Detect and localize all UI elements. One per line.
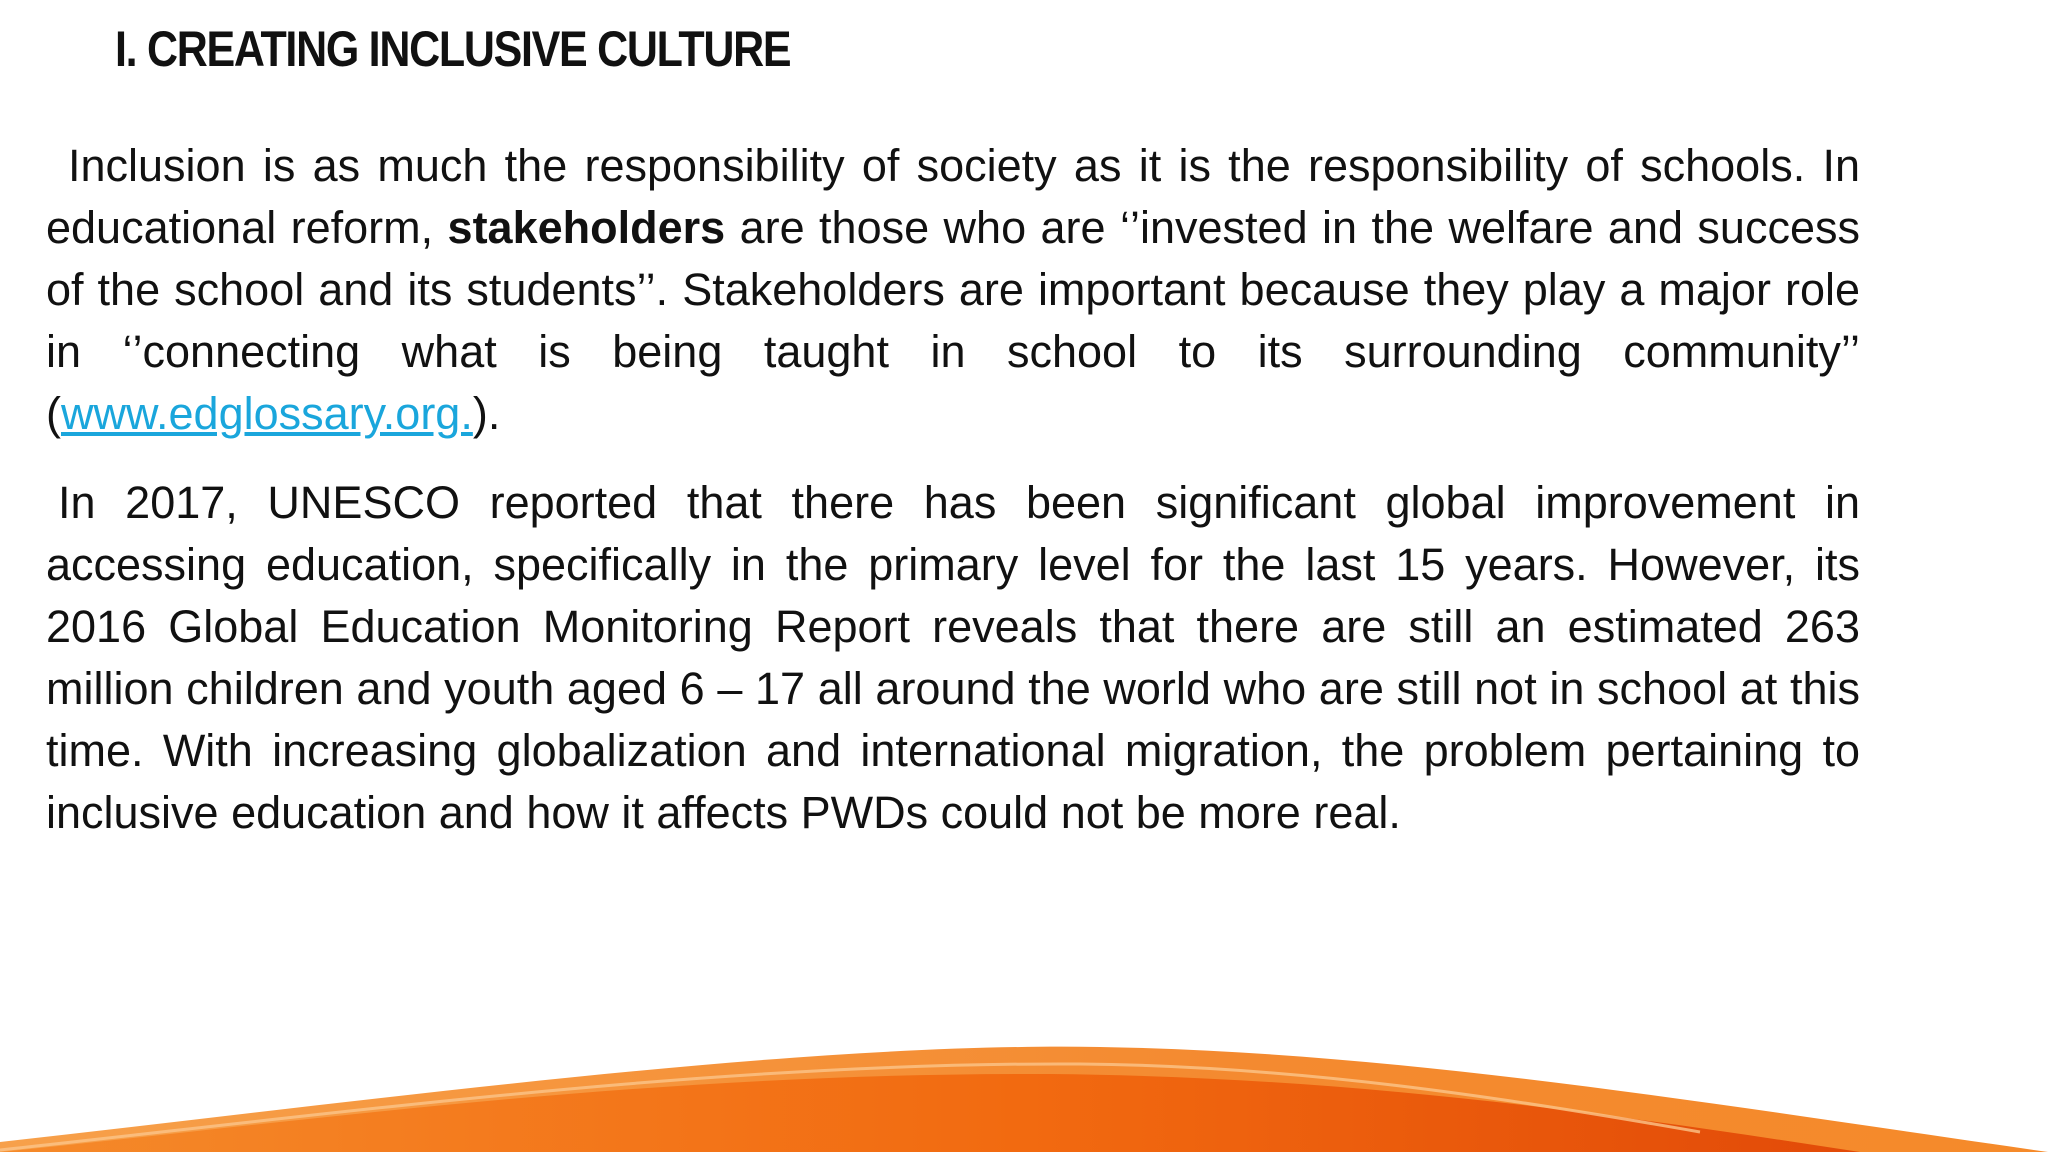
slide-title: I. CREATING INCLUSIVE CULTURE [115, 21, 791, 77]
paragraph-unesco [46, 472, 1860, 844]
paragraph-stakeholders [46, 135, 1860, 445]
stakeholders-term: stakeholders [447, 202, 726, 253]
paragraph-1-text-start: Inclusion is as much the responsibility of society as it is the responsibility of schools. In educational reform, [46, 140, 1860, 253]
paragraph-2-text: In 2017, UNESCO reported that there has been significant global improvement in accessing education, specifically in the primary level for the last 15 years. However, its 2016 Global Education Monitoring Report reveals that there are still an estimated 263 million children and youth aged 6 – 17 all around the world who are still not in school at this time. With increasing globalization and international migration, the problem pertaining to inclusive education and how it affects PWDs could not be more real. [46, 477, 1860, 838]
orange-wave-decoration [0, 1002, 2048, 1152]
edglossary-link[interactable]: www.edglossary.org. [61, 388, 473, 439]
paragraph-1-text-end: ). [472, 388, 501, 439]
paragraph-1-text-middle: are those who are ‘’invested in the welfare and success of the school and its students’’. Stakeholders are important because they play a major role in ‘’connecting what is being taught in school to its surrounding community’’ ( [46, 202, 1860, 439]
